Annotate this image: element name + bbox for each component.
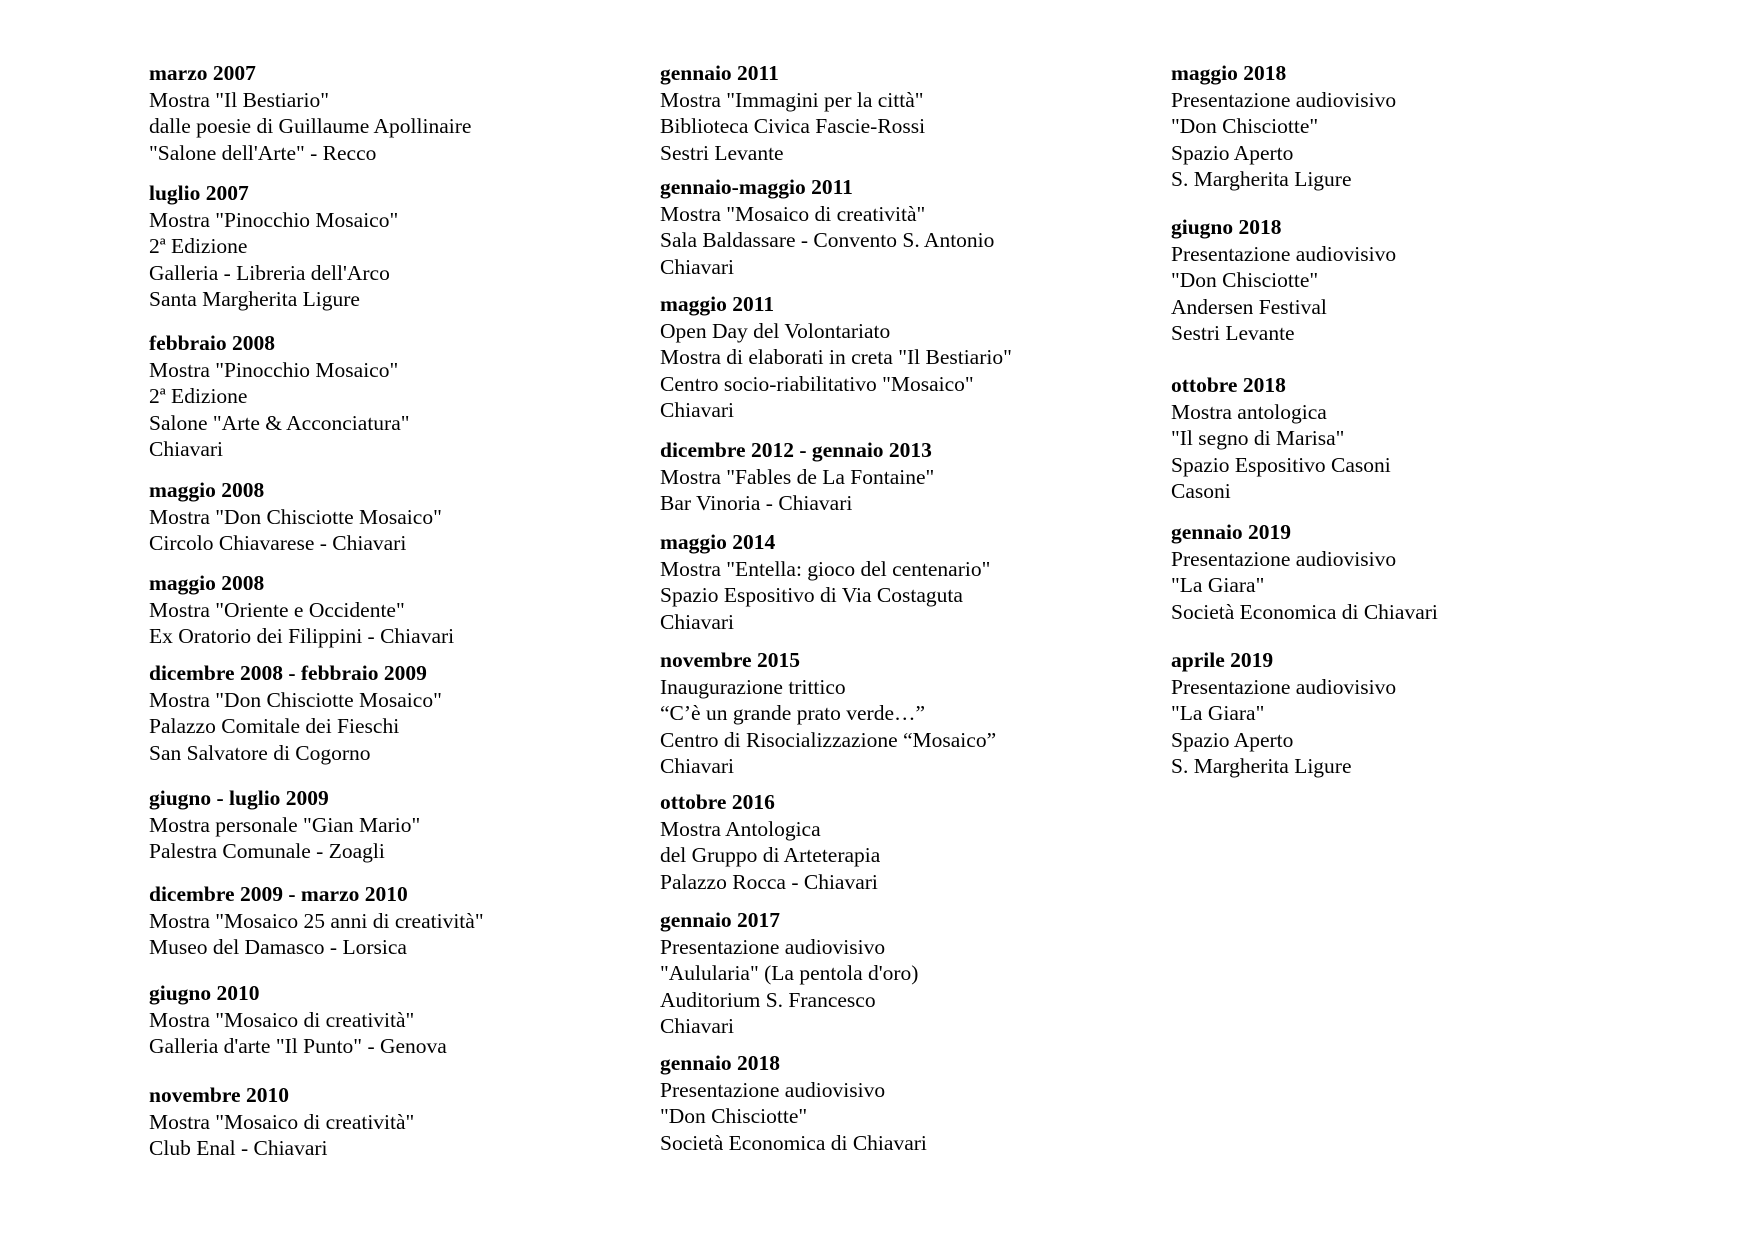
entry-line: "Don Chisciotte" bbox=[1171, 268, 1319, 292]
exhibition-entry bbox=[660, 529, 1160, 635]
entry-date: ottobre 2016 bbox=[660, 790, 775, 814]
entry-line: Palestra Comunale - Zoagli bbox=[149, 839, 385, 863]
entry-line: Biblioteca Civica Fascie-Rossi bbox=[660, 114, 926, 138]
entry-line: "Salone dell'Arte" - Recco bbox=[149, 140, 377, 165]
entry-line: Open Day del Volontariato bbox=[660, 318, 891, 343]
entry-date: luglio 2007 bbox=[149, 181, 249, 205]
entry-line: Centro socio-riabilitativo "Mosaico" bbox=[660, 371, 974, 396]
entry-line: Spazio Aperto bbox=[1171, 140, 1294, 165]
entry-line: Spazio Espositivo Casoni bbox=[1171, 452, 1391, 477]
entry-date: marzo 2007 bbox=[149, 61, 256, 85]
entry-line: Mostra "Entella: gioco del centenario" bbox=[660, 556, 991, 581]
entry-line: Chiavari bbox=[660, 1014, 735, 1038]
entry-line: Presentazione audiovisivo bbox=[660, 934, 886, 959]
entry-date: aprile 2019 bbox=[1171, 648, 1274, 672]
entry-line: Chiavari bbox=[660, 609, 735, 634]
entry-date: gennaio 2019 bbox=[1171, 520, 1292, 544]
entry-line: Chiavari bbox=[660, 254, 735, 279]
exhibition-column-2 bbox=[660, 0, 1160, 1240]
entry-line: 2ª Edizione bbox=[149, 384, 248, 408]
entry-line: del Gruppo di Arteterapia bbox=[660, 843, 881, 867]
exhibition-column-3 bbox=[1171, 0, 1671, 1240]
entry-date: gennaio 2018 bbox=[660, 1051, 781, 1075]
entry-line: Mostra Antologica bbox=[660, 816, 821, 841]
entry-line: "Il segno di Marisa" bbox=[1171, 426, 1345, 450]
entry-line: “C’è un grande prato verde…” bbox=[660, 701, 926, 725]
exhibition-entry bbox=[1171, 519, 1671, 625]
entry-line: Chiavari bbox=[660, 754, 735, 778]
entry-line: Mostra "Mosaico di creatività" bbox=[149, 1007, 415, 1032]
exhibition-entry bbox=[660, 647, 1160, 780]
entry-line: Spazio Espositivo di Via Costaguta bbox=[660, 583, 963, 607]
exhibition-entry bbox=[660, 907, 1160, 1040]
exhibition-entry bbox=[149, 570, 649, 650]
entry-line: Inaugurazione trittico bbox=[660, 674, 846, 699]
exhibition-entry bbox=[149, 60, 649, 166]
entry-line: "Don Chisciotte" bbox=[660, 1104, 808, 1128]
exhibition-entry bbox=[1171, 647, 1671, 780]
entry-line: Presentazione audiovisivo bbox=[1171, 241, 1397, 266]
entry-line: Mostra "Il Bestiario" bbox=[149, 87, 329, 112]
entry-date: novembre 2010 bbox=[149, 1083, 289, 1107]
entry-line: 2ª Edizione bbox=[149, 234, 248, 258]
entry-line: Mostra "Pinocchio Mosaico" bbox=[149, 357, 399, 382]
entry-line: S. Margherita Ligure bbox=[1171, 167, 1352, 191]
entry-line: Mostra "Immagini per la città" bbox=[660, 87, 924, 112]
exhibition-entry bbox=[149, 881, 649, 961]
entry-line: Mostra di elaborati in creta "Il Bestiario" bbox=[660, 345, 1012, 369]
entry-line: Club Enal - Chiavari bbox=[149, 1136, 328, 1160]
entry-line: Palazzo Rocca - Chiavari bbox=[660, 869, 878, 894]
entry-line: San Salvatore di Cogorno bbox=[149, 740, 371, 765]
exhibition-entry bbox=[1171, 214, 1671, 347]
entry-date: maggio 2014 bbox=[660, 530, 776, 554]
entry-date: dicembre 2012 - gennaio 2013 bbox=[660, 438, 932, 462]
exhibition-entry bbox=[149, 785, 649, 865]
entry-date: maggio 2011 bbox=[660, 292, 775, 316]
exhibition-entry bbox=[149, 477, 649, 557]
entry-line: Andersen Festival bbox=[1171, 294, 1327, 319]
entry-line: Salone "Arte & Acconciatura" bbox=[149, 410, 410, 435]
entry-line: Mostra "Fables de La Fontaine" bbox=[660, 464, 935, 489]
entry-date: maggio 2018 bbox=[1171, 61, 1287, 85]
entry-line: Spazio Aperto bbox=[1171, 727, 1294, 752]
entry-line: "La Giara" bbox=[1171, 701, 1265, 725]
entry-date: dicembre 2009 - marzo 2010 bbox=[149, 882, 408, 906]
entry-date: gennaio-maggio 2011 bbox=[660, 175, 853, 199]
entry-date: gennaio 2017 bbox=[660, 908, 781, 932]
entry-date: giugno 2010 bbox=[149, 981, 260, 1005]
entry-line: Galleria d'arte "Il Punto" - Genova bbox=[149, 1034, 447, 1058]
exhibition-entry bbox=[149, 330, 649, 463]
entry-line: Mostra "Pinocchio Mosaico" bbox=[149, 207, 399, 232]
exhibition-entry bbox=[1171, 60, 1671, 193]
exhibition-entry bbox=[149, 1082, 649, 1162]
entry-date: dicembre 2008 - febbraio 2009 bbox=[149, 661, 427, 685]
entry-line: Galleria - Libreria dell'Arco bbox=[149, 260, 390, 285]
entry-line: Chiavari bbox=[660, 398, 735, 422]
entry-date: novembre 2015 bbox=[660, 648, 800, 672]
exhibition-entry bbox=[660, 174, 1160, 280]
entry-line: Mostra "Don Chisciotte Mosaico" bbox=[149, 687, 442, 712]
entry-line: Società Economica di Chiavari bbox=[660, 1130, 927, 1155]
entry-line: Palazzo Comitale dei Fieschi bbox=[149, 714, 400, 738]
entry-line: Società Economica di Chiavari bbox=[1171, 599, 1438, 624]
entry-line: Casoni bbox=[1171, 479, 1231, 503]
exhibition-entry bbox=[660, 60, 1160, 166]
entry-line: Sestri Levante bbox=[660, 140, 784, 165]
entry-date: maggio 2008 bbox=[149, 571, 265, 595]
exhibition-entry bbox=[660, 437, 1160, 517]
entry-date: ottobre 2018 bbox=[1171, 373, 1286, 397]
exhibition-entry bbox=[149, 180, 649, 313]
entry-line: Mostra "Mosaico di creatività" bbox=[660, 201, 926, 226]
entry-line: "Don Chisciotte" bbox=[1171, 114, 1319, 138]
entry-line: Presentazione audiovisivo bbox=[1171, 87, 1397, 112]
entry-line: Mostra "Mosaico di creatività" bbox=[149, 1109, 415, 1134]
entry-line: Mostra "Oriente e Occidente" bbox=[149, 597, 405, 622]
entry-line: Santa Margherita Ligure bbox=[149, 287, 360, 311]
exhibition-entry bbox=[149, 980, 649, 1060]
entry-line: Sestri Levante bbox=[1171, 321, 1295, 345]
entry-line: Mostra personale "Gian Mario" bbox=[149, 812, 421, 837]
exhibition-entry bbox=[660, 291, 1160, 424]
entry-line: "La Giara" bbox=[1171, 573, 1265, 597]
entry-line: Museo del Damasco - Lorsica bbox=[149, 935, 407, 959]
entry-line: Presentazione audiovisivo bbox=[1171, 674, 1397, 699]
entry-line: Mostra "Don Chisciotte Mosaico" bbox=[149, 504, 442, 529]
entry-date: giugno 2018 bbox=[1171, 215, 1282, 239]
entry-line: Bar Vinoria - Chiavari bbox=[660, 491, 853, 515]
entry-line: Centro di Risocializzazione “Mosaico” bbox=[660, 727, 997, 752]
entry-line: Chiavari bbox=[149, 437, 224, 461]
exhibition-entry bbox=[1171, 372, 1671, 505]
entry-line: Mostra "Mosaico 25 anni di creatività" bbox=[149, 908, 484, 933]
entry-line: Sala Baldassare - Convento S. Antonio bbox=[660, 228, 995, 252]
entry-date: febbraio 2008 bbox=[149, 331, 276, 355]
entry-line: Ex Oratorio dei Filippini - Chiavari bbox=[149, 624, 455, 648]
entry-line: dalle poesie di Guillaume Apollinaire bbox=[149, 114, 472, 138]
entry-date: giugno - luglio 2009 bbox=[149, 786, 329, 810]
entry-line: "Aulularia" (La pentola d'oro) bbox=[660, 961, 919, 985]
exhibition-entry bbox=[660, 789, 1160, 895]
entry-line: Mostra antologica bbox=[1171, 399, 1327, 424]
entry-line: Circolo Chiavarese - Chiavari bbox=[149, 531, 407, 555]
exhibition-entry bbox=[660, 1050, 1160, 1156]
entry-date: maggio 2008 bbox=[149, 478, 265, 502]
entry-line: S. Margherita Ligure bbox=[1171, 754, 1352, 778]
exhibition-column-1 bbox=[149, 0, 649, 1240]
entry-date: gennaio 2011 bbox=[660, 61, 779, 85]
entry-line: Presentazione audiovisivo bbox=[1171, 546, 1397, 571]
exhibition-entry bbox=[149, 660, 649, 766]
entry-line: Auditorium S. Francesco bbox=[660, 987, 876, 1012]
entry-line: Presentazione audiovisivo bbox=[660, 1077, 886, 1102]
